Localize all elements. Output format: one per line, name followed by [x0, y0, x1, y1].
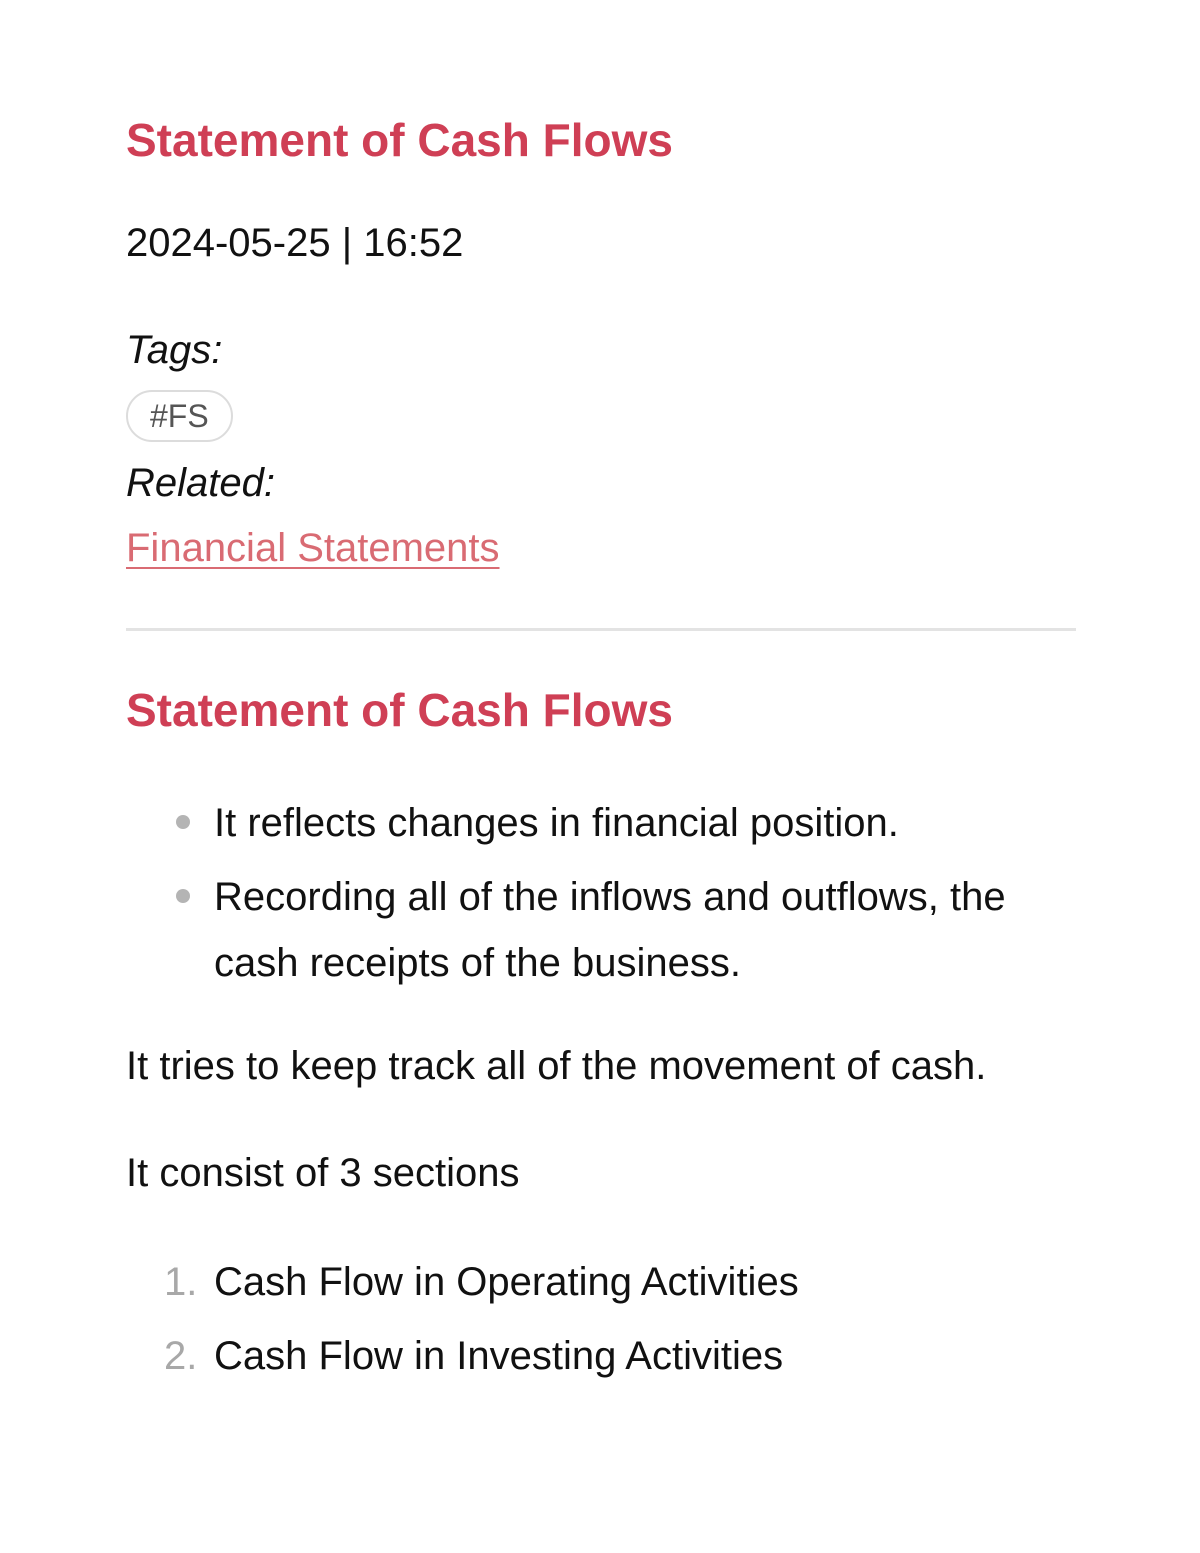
- bullet-marker: [176, 815, 190, 829]
- related-link-financial-statements[interactable]: Financial Statements: [126, 526, 500, 570]
- related-label: Related:: [126, 461, 275, 505]
- list-item-text: It reflects changes in financial position.: [214, 801, 899, 845]
- tag-fs[interactable]: #FS: [126, 390, 233, 442]
- list-number: 1.: [164, 1260, 198, 1304]
- paragraph: It tries to keep track all of the movement of cash.: [126, 1044, 987, 1088]
- note-datetime: 2024-05-25 | 16:52: [126, 221, 464, 265]
- list-item-text: Cash Flow in Operating Activities: [214, 1260, 799, 1304]
- section-heading: Statement of Cash Flows: [126, 684, 673, 736]
- bullet-marker: [176, 889, 190, 903]
- paragraph: It consist of 3 sections: [126, 1151, 520, 1195]
- list-item-text: Recording all of the inflows and outflows, the cash receipts of the business.: [214, 875, 1006, 985]
- ordered-list-item: [126, 1257, 1076, 1331]
- ordered-list: [126, 1257, 1076, 1405]
- list-number: 2.: [164, 1334, 198, 1378]
- page-title: Statement of Cash Flows: [126, 114, 673, 166]
- list-item: [126, 790, 1076, 856]
- bullet-list: [126, 790, 1076, 1004]
- section-divider: [126, 628, 1076, 631]
- list-item-text: Cash Flow in Investing Activities: [214, 1334, 784, 1378]
- tags-label: Tags:: [126, 328, 223, 372]
- list-item: [126, 864, 1014, 996]
- ordered-list-item: [126, 1331, 1076, 1405]
